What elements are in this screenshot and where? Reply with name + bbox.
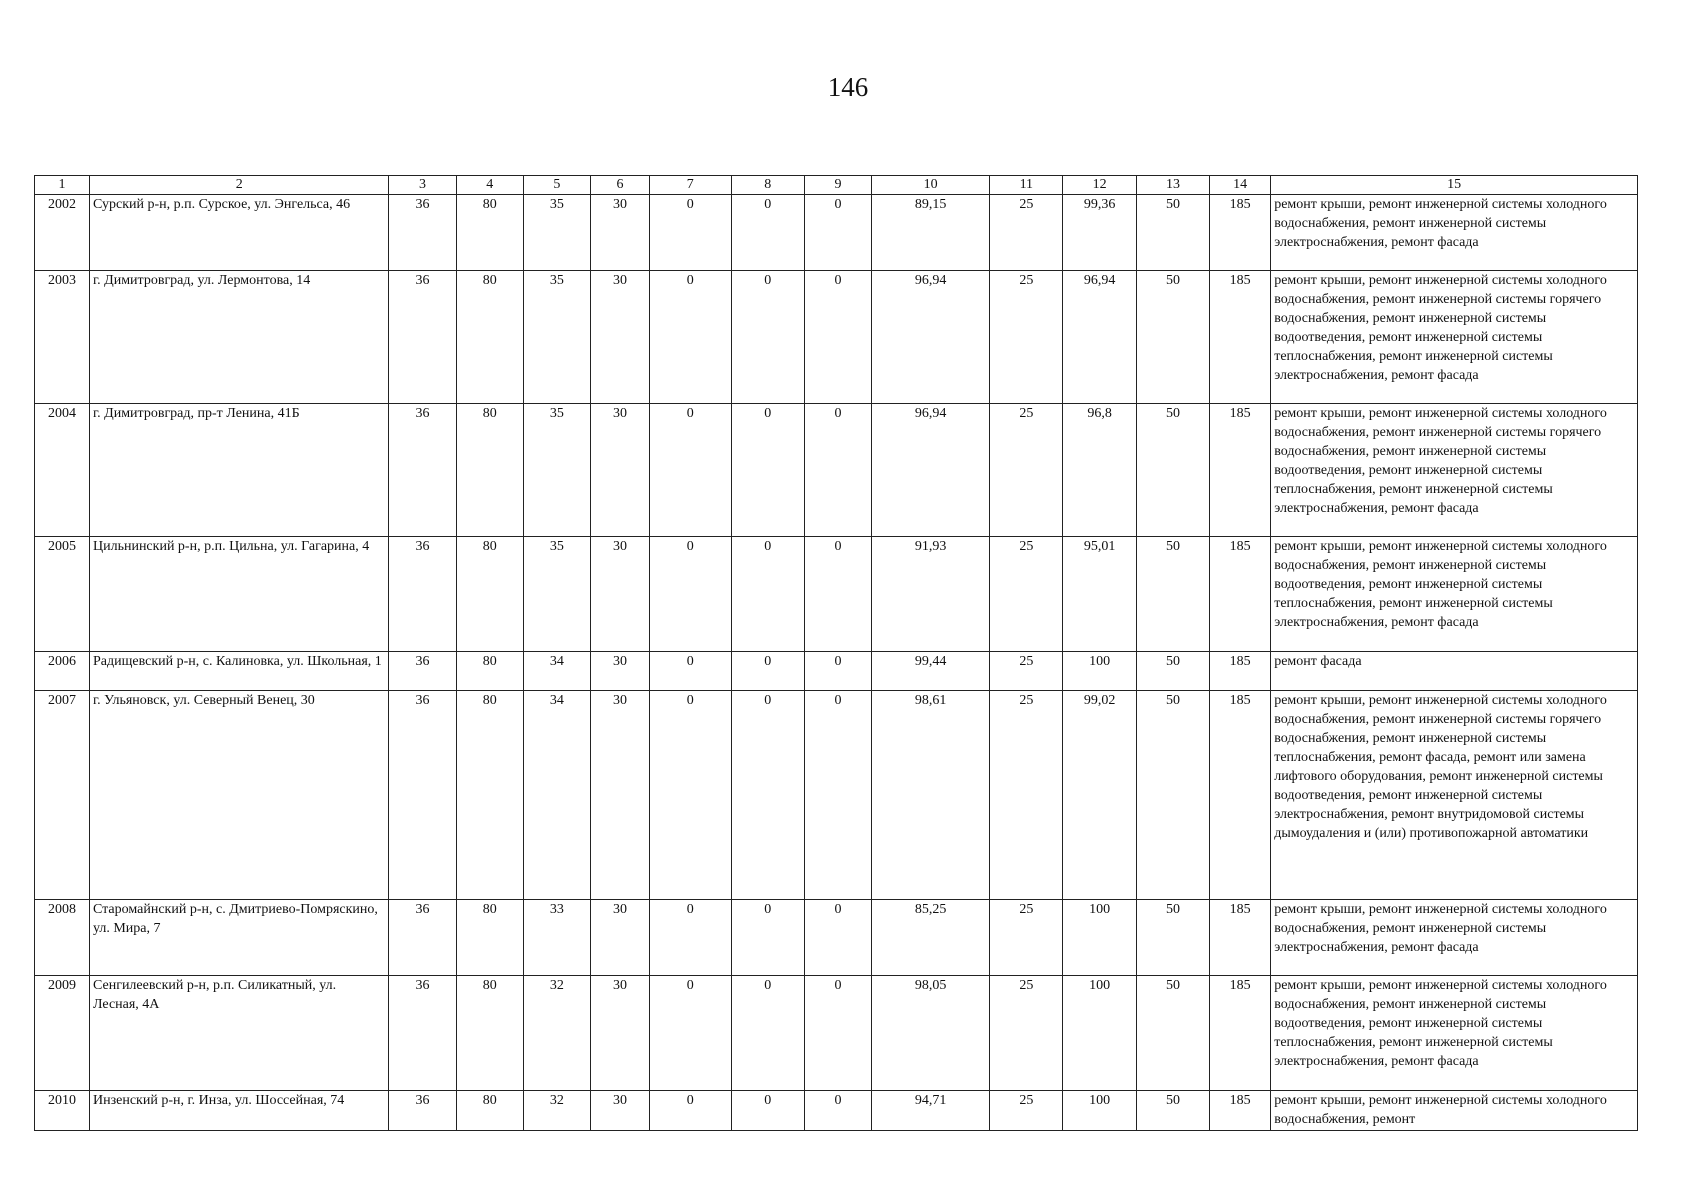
value-cell: 36 bbox=[389, 900, 456, 976]
value-cell: 25 bbox=[990, 900, 1063, 976]
value-cell: 0 bbox=[731, 976, 804, 1091]
value-cell: 99,36 bbox=[1063, 195, 1136, 271]
value-cell: 36 bbox=[389, 195, 456, 271]
address-cell: Сурский р-н, р.п. Сурское, ул. Энгельса, 46 bbox=[89, 195, 388, 271]
value-cell: 25 bbox=[990, 271, 1063, 404]
works-cell: ремонт крыши, ремонт инженерной системы холодного водоснабжения, ремонт bbox=[1271, 1091, 1638, 1131]
value-cell: 96,94 bbox=[872, 404, 990, 537]
value-cell: 50 bbox=[1136, 691, 1209, 900]
value-cell: 185 bbox=[1210, 537, 1271, 652]
value-cell: 185 bbox=[1210, 404, 1271, 537]
value-cell: 0 bbox=[650, 1091, 731, 1131]
value-cell: 80 bbox=[456, 900, 523, 976]
value-cell: 35 bbox=[523, 537, 590, 652]
value-cell: 80 bbox=[456, 404, 523, 537]
works-cell: ремонт крыши, ремонт инженерной системы холодного водоснабжения, ремонт инженерной системы электроснабжения, ремонт фасада bbox=[1271, 195, 1638, 271]
value-cell: 98,05 bbox=[872, 976, 990, 1091]
value-cell: 33 bbox=[523, 900, 590, 976]
value-cell: 0 bbox=[650, 195, 731, 271]
data-table bbox=[34, 175, 1638, 1131]
works-cell: ремонт крыши, ремонт инженерной системы холодного водоснабжения, ремонт инженерной системы электроснабжения, ремонт фасада bbox=[1271, 900, 1638, 976]
works-cell: ремонт крыши, ремонт инженерной системы холодного водоснабжения, ремонт инженерной системы горячего водоснабжения, ремонт инженерной системы водоотведения, ремонт инженерной системы теплоснабжения, ремонт инженерной системы электроснабжения, ремонт фасада bbox=[1271, 271, 1638, 404]
value-cell: 89,15 bbox=[872, 195, 990, 271]
header-cell: 12 bbox=[1063, 176, 1136, 195]
value-cell: 100 bbox=[1063, 976, 1136, 1091]
value-cell: 30 bbox=[591, 691, 650, 900]
header-cell: 13 bbox=[1136, 176, 1209, 195]
value-cell: 0 bbox=[804, 976, 871, 1091]
header-cell: 7 bbox=[650, 176, 731, 195]
value-cell: 50 bbox=[1136, 537, 1209, 652]
value-cell: 0 bbox=[804, 691, 871, 900]
value-cell: 25 bbox=[990, 537, 1063, 652]
value-cell: 0 bbox=[731, 195, 804, 271]
row-number-cell: 2005 bbox=[35, 537, 90, 652]
page-number: 146 bbox=[827, 72, 869, 102]
value-cell: 32 bbox=[523, 1091, 590, 1131]
value-cell: 34 bbox=[523, 691, 590, 900]
value-cell: 0 bbox=[650, 900, 731, 976]
value-cell: 0 bbox=[731, 900, 804, 976]
value-cell: 0 bbox=[650, 691, 731, 900]
value-cell: 36 bbox=[389, 537, 456, 652]
value-cell: 0 bbox=[731, 691, 804, 900]
table-header-row bbox=[35, 176, 1638, 195]
row-number-cell: 2008 bbox=[35, 900, 90, 976]
address-cell: Инзенский р-н, г. Инза, ул. Шоссейная, 74 bbox=[89, 1091, 388, 1131]
value-cell: 50 bbox=[1136, 1091, 1209, 1131]
value-cell: 50 bbox=[1136, 271, 1209, 404]
header-cell: 8 bbox=[731, 176, 804, 195]
value-cell: 99,02 bbox=[1063, 691, 1136, 900]
value-cell: 0 bbox=[650, 271, 731, 404]
header-cell: 2 bbox=[89, 176, 388, 195]
header-cell: 6 bbox=[591, 176, 650, 195]
value-cell: 100 bbox=[1063, 1091, 1136, 1131]
value-cell: 32 bbox=[523, 976, 590, 1091]
row-number-cell: 2006 bbox=[35, 652, 90, 691]
value-cell: 0 bbox=[650, 537, 731, 652]
address-cell: г. Ульяновск, ул. Северный Венец, 30 bbox=[89, 691, 388, 900]
address-cell: Сенгилеевский р-н, р.п. Силикатный, ул. Лесная, 4А bbox=[89, 976, 388, 1091]
value-cell: 0 bbox=[731, 1091, 804, 1131]
value-cell: 50 bbox=[1136, 652, 1209, 691]
value-cell: 0 bbox=[804, 404, 871, 537]
value-cell: 30 bbox=[591, 976, 650, 1091]
value-cell: 96,94 bbox=[872, 271, 990, 404]
value-cell: 185 bbox=[1210, 976, 1271, 1091]
table-row bbox=[35, 195, 1638, 271]
header-cell: 11 bbox=[990, 176, 1063, 195]
value-cell: 25 bbox=[990, 976, 1063, 1091]
works-cell: ремонт крыши, ремонт инженерной системы холодного водоснабжения, ремонт инженерной системы горячего водоснабжения, ремонт инженерной системы теплоснабжения, ремонт фасада, ремонт или замена лифтового оборудования, ремонт инженерной системы водоотведения, ремонт инженерной системы электроснабжения, ремонт внутридомовой системы дымоудаления и (или) противопожарной автоматики bbox=[1271, 691, 1638, 900]
value-cell: 0 bbox=[650, 652, 731, 691]
table-row bbox=[35, 404, 1638, 537]
value-cell: 0 bbox=[650, 404, 731, 537]
value-cell: 30 bbox=[591, 537, 650, 652]
header-cell: 15 bbox=[1271, 176, 1638, 195]
value-cell: 25 bbox=[990, 404, 1063, 537]
row-number-cell: 2003 bbox=[35, 271, 90, 404]
value-cell: 0 bbox=[731, 537, 804, 652]
value-cell: 80 bbox=[456, 976, 523, 1091]
value-cell: 96,8 bbox=[1063, 404, 1136, 537]
value-cell: 50 bbox=[1136, 900, 1209, 976]
address-cell: Цильнинский р-н, р.п. Цильна, ул. Гагарина, 4 bbox=[89, 537, 388, 652]
value-cell: 35 bbox=[523, 195, 590, 271]
header-cell: 5 bbox=[523, 176, 590, 195]
value-cell: 96,94 bbox=[1063, 271, 1136, 404]
value-cell: 91,93 bbox=[872, 537, 990, 652]
value-cell: 185 bbox=[1210, 271, 1271, 404]
value-cell: 185 bbox=[1210, 652, 1271, 691]
value-cell: 0 bbox=[804, 195, 871, 271]
header-cell: 1 bbox=[35, 176, 90, 195]
table-row bbox=[35, 976, 1638, 1091]
value-cell: 25 bbox=[990, 652, 1063, 691]
value-cell: 36 bbox=[389, 691, 456, 900]
value-cell: 80 bbox=[456, 271, 523, 404]
value-cell: 0 bbox=[804, 652, 871, 691]
table-row bbox=[35, 1091, 1638, 1131]
value-cell: 36 bbox=[389, 652, 456, 691]
value-cell: 30 bbox=[591, 404, 650, 537]
value-cell: 30 bbox=[591, 271, 650, 404]
row-number-cell: 2004 bbox=[35, 404, 90, 537]
table-row bbox=[35, 537, 1638, 652]
address-cell: Радищевский р-н, с. Калиновка, ул. Школьная, 1 bbox=[89, 652, 388, 691]
value-cell: 185 bbox=[1210, 195, 1271, 271]
works-cell: ремонт крыши, ремонт инженерной системы холодного водоснабжения, ремонт инженерной системы водоотведения, ремонт инженерной системы теплоснабжения, ремонт инженерной системы электроснабжения, ремонт фасада bbox=[1271, 537, 1638, 652]
value-cell: 100 bbox=[1063, 900, 1136, 976]
value-cell: 95,01 bbox=[1063, 537, 1136, 652]
value-cell: 50 bbox=[1136, 404, 1209, 537]
value-cell: 0 bbox=[804, 1091, 871, 1131]
value-cell: 35 bbox=[523, 271, 590, 404]
value-cell: 0 bbox=[650, 976, 731, 1091]
address-cell: г. Димитровград, ул. Лермонтова, 14 bbox=[89, 271, 388, 404]
row-number-cell: 2002 bbox=[35, 195, 90, 271]
value-cell: 100 bbox=[1063, 652, 1136, 691]
header-cell: 3 bbox=[389, 176, 456, 195]
header-cell: 4 bbox=[456, 176, 523, 195]
value-cell: 185 bbox=[1210, 1091, 1271, 1131]
value-cell: 30 bbox=[591, 1091, 650, 1131]
value-cell: 80 bbox=[456, 1091, 523, 1131]
header-cell: 10 bbox=[872, 176, 990, 195]
value-cell: 0 bbox=[804, 271, 871, 404]
header-cell: 14 bbox=[1210, 176, 1271, 195]
value-cell: 36 bbox=[389, 976, 456, 1091]
value-cell: 25 bbox=[990, 1091, 1063, 1131]
value-cell: 80 bbox=[456, 691, 523, 900]
works-cell: ремонт фасада bbox=[1271, 652, 1638, 691]
value-cell: 185 bbox=[1210, 691, 1271, 900]
row-number-cell: 2009 bbox=[35, 976, 90, 1091]
works-cell: ремонт крыши, ремонт инженерной системы холодного водоснабжения, ремонт инженерной системы горячего водоснабжения, ремонт инженерной системы водоотведения, ремонт инженерной системы теплоснабжения, ремонт инженерной системы электроснабжения, ремонт фасада bbox=[1271, 404, 1638, 537]
value-cell: 35 bbox=[523, 404, 590, 537]
table-row bbox=[35, 691, 1638, 900]
value-cell: 30 bbox=[591, 195, 650, 271]
value-cell: 80 bbox=[456, 537, 523, 652]
value-cell: 36 bbox=[389, 404, 456, 537]
table-row bbox=[35, 900, 1638, 976]
value-cell: 34 bbox=[523, 652, 590, 691]
value-cell: 30 bbox=[591, 900, 650, 976]
value-cell: 98,61 bbox=[872, 691, 990, 900]
value-cell: 36 bbox=[389, 271, 456, 404]
works-cell: ремонт крыши, ремонт инженерной системы холодного водоснабжения, ремонт инженерной системы водоотведения, ремонт инженерной системы теплоснабжения, ремонт инженерной системы электроснабжения, ремонт фасада bbox=[1271, 976, 1638, 1091]
value-cell: 0 bbox=[804, 900, 871, 976]
value-cell: 0 bbox=[731, 652, 804, 691]
row-number-cell: 2007 bbox=[35, 691, 90, 900]
address-cell: г. Димитровград, пр-т Ленина, 41Б bbox=[89, 404, 388, 537]
value-cell: 80 bbox=[456, 195, 523, 271]
value-cell: 80 bbox=[456, 652, 523, 691]
value-cell: 50 bbox=[1136, 976, 1209, 1091]
value-cell: 25 bbox=[990, 195, 1063, 271]
value-cell: 25 bbox=[990, 691, 1063, 900]
value-cell: 185 bbox=[1210, 900, 1271, 976]
table-row bbox=[35, 271, 1638, 404]
value-cell: 30 bbox=[591, 652, 650, 691]
value-cell: 0 bbox=[804, 537, 871, 652]
value-cell: 94,71 bbox=[872, 1091, 990, 1131]
address-cell: Старомайнский р-н, с. Дмитриево-Помряскино, ул. Мира, 7 bbox=[89, 900, 388, 976]
header-cell: 9 bbox=[804, 176, 871, 195]
value-cell: 85,25 bbox=[872, 900, 990, 976]
value-cell: 36 bbox=[389, 1091, 456, 1131]
value-cell: 50 bbox=[1136, 195, 1209, 271]
value-cell: 99,44 bbox=[872, 652, 990, 691]
table-row bbox=[35, 652, 1638, 691]
value-cell: 0 bbox=[731, 271, 804, 404]
value-cell: 0 bbox=[731, 404, 804, 537]
row-number-cell: 2010 bbox=[35, 1091, 90, 1131]
